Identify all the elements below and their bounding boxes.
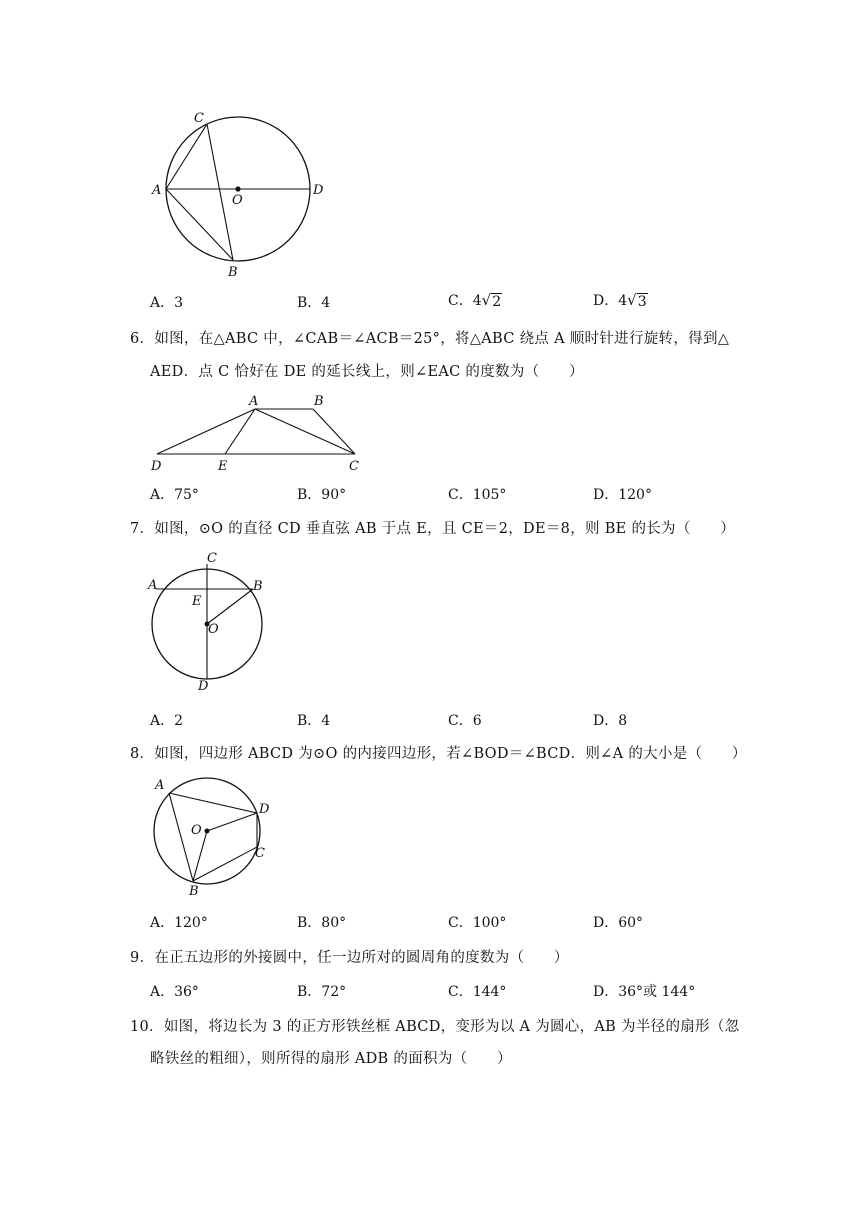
q8-chord-bc xyxy=(193,847,257,881)
q7-label-a: A xyxy=(148,578,158,593)
q7-text-line1: 7．如图，⊙O 的直径 CD 垂直弦 AB 于点 E，且 CE＝2，DE＝8，则 BE 的长为（ ） xyxy=(130,521,736,537)
q8-option-a: A．120° xyxy=(150,915,208,931)
q7-option-c: C．6 xyxy=(448,713,482,729)
q5-figure xyxy=(140,100,340,285)
q5-option-d-radicand: 3 xyxy=(637,294,647,310)
q6-option-b: B．90° xyxy=(297,487,347,503)
q7-radius-ob xyxy=(207,589,253,624)
q9-text-line1: 9．在正五边形的外接圆中，任一边所对的圆周角的度数为（ ） xyxy=(130,950,569,966)
q8-label-b: B xyxy=(189,884,199,899)
q5-option-b: B．4 xyxy=(297,295,331,311)
q6-label-c: C xyxy=(349,459,359,474)
q6-text-line1: 6．如图，在△ABC 中，∠CAB＝∠ACB＝25°，将△ABC 绕点 A 顺时针进行旋转，得到△ xyxy=(130,331,730,347)
q8-chord-ab xyxy=(169,793,193,881)
q10-text-line2: 略铁丝的粗细），则所得的扇形 ADB 的面积为（ ） xyxy=(150,1051,512,1067)
q7-option-b: B．4 xyxy=(297,713,331,729)
q5-option-c-prefix: C．4 xyxy=(448,293,482,309)
q5-option-d xyxy=(593,290,648,310)
q5-option-c xyxy=(448,290,502,310)
q6-option-d: D．120° xyxy=(593,487,652,503)
q7-label-e: E xyxy=(192,594,202,609)
q8-label-d: D xyxy=(259,802,270,817)
q7-option-a: A．2 xyxy=(150,713,184,729)
q5-label-o: O xyxy=(232,193,243,208)
q8-center-dot xyxy=(205,829,210,834)
q5-label-b: B xyxy=(228,265,238,280)
q8-option-b: B．80° xyxy=(297,915,347,931)
q6-option-c: C．105° xyxy=(448,487,507,503)
q8-radius-ob xyxy=(193,831,207,881)
q8-label-o: O xyxy=(191,823,202,838)
q6-seg-ac xyxy=(255,409,355,454)
q9-option-a: A．36° xyxy=(150,984,199,1000)
q6-text-line2: AED．点 C 恰好在 DE 的延长线上，则∠EAC 的度数为（ ） xyxy=(150,364,584,380)
q5-option-d-prefix: D．4 xyxy=(593,293,628,309)
q5-chord-cb xyxy=(207,124,233,260)
q8-option-d: D．60° xyxy=(593,915,644,931)
q9-option-c: C．144° xyxy=(448,984,507,1000)
q5-option-c-radicand: 2 xyxy=(492,294,502,310)
q6-label-d: D xyxy=(151,459,162,474)
q5-option-c-sqrt: √ 2 xyxy=(481,291,502,310)
q9-option-d: D．36°或 144° xyxy=(593,984,696,1000)
q6-label-a: A xyxy=(249,394,259,409)
q7-label-d: D xyxy=(198,679,209,694)
q7-option-d: D．8 xyxy=(593,713,628,729)
q8-label-a: A xyxy=(155,778,165,793)
q10-text-line1: 10．如图，将边长为 3 的正方形铁丝框 ABCD，变形为以 A 为圆心，AB 为半径的扇形（忽 xyxy=(130,1019,740,1035)
q5-label-a: A xyxy=(152,183,162,198)
q8-figure xyxy=(145,773,285,898)
q8-text-line1: 8．如图，四边形 ABCD 为⊙O 的内接四边形，若∠BOD＝∠BCD．则∠A 的大小是（ ） xyxy=(130,746,747,762)
q5-option-a: A．3 xyxy=(150,295,184,311)
q7-label-c: C xyxy=(207,551,217,566)
q5-label-d: D xyxy=(313,183,324,198)
q6-label-e: E xyxy=(218,459,228,474)
q8-radius-od xyxy=(207,813,257,831)
q7-figure xyxy=(140,545,280,695)
q8-label-c: C xyxy=(255,846,265,861)
q6-label-b: B xyxy=(314,394,324,409)
q5-label-c: C xyxy=(194,111,204,126)
q8-chord-ad xyxy=(169,793,257,813)
q6-figure xyxy=(145,390,375,475)
q5-chord-ac xyxy=(166,124,207,189)
q5-option-d-sqrt: √ 3 xyxy=(627,291,647,310)
q9-option-b: B．72° xyxy=(297,984,347,1000)
q7-label-o: O xyxy=(208,622,219,637)
q6-option-a: A．75° xyxy=(150,487,199,503)
q8-option-c: C．100° xyxy=(448,915,507,931)
q7-label-b: B xyxy=(253,579,263,594)
q5-center-dot xyxy=(235,186,240,191)
q6-seg-bc xyxy=(313,409,355,454)
